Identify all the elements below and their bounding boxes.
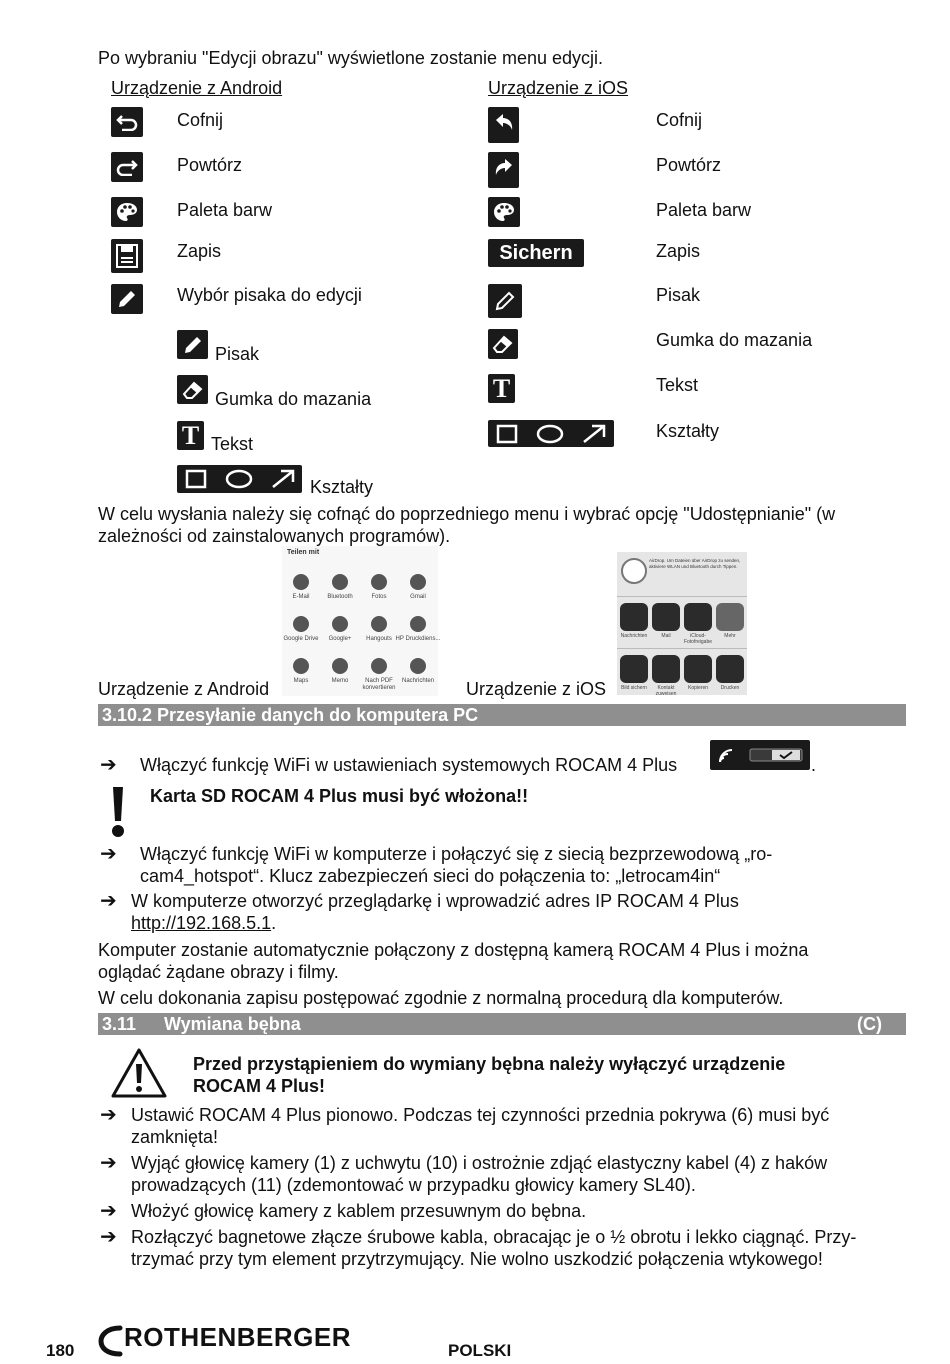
android-share-caption: Urządzenie z Android bbox=[98, 679, 270, 699]
wifi-step-end: . bbox=[811, 755, 817, 775]
arrow-right-icon: ➔ bbox=[100, 890, 117, 912]
android-subitem-pen: Pisak bbox=[215, 344, 260, 364]
android-share-title: Teilen mit bbox=[287, 549, 320, 556]
wifi-step-text: Włączyć funkcję WiFi w ustawieniach systemowych ROCAM 4 Plus bbox=[140, 755, 678, 775]
section-title: 3.10.2 Przesyłanie danych do komputera PC bbox=[102, 705, 479, 725]
undo-icon bbox=[488, 107, 519, 143]
app-gmail: Gmail bbox=[395, 574, 441, 601]
android-subitem-text: Tekst bbox=[211, 434, 254, 454]
drum-step4-line1: Rozłączyć bagnetowe złącze śrubowe kabla, obracając je o ½ obrotu i lekko ciągnąć. Przy- bbox=[131, 1227, 857, 1247]
drum-step4-line2: trzymać przy tym element przytrzymujący. Nie wolno uszkodzić połączenia wtykowego! bbox=[131, 1249, 823, 1269]
redo-icon bbox=[488, 152, 519, 188]
ios-label-more: Mehr bbox=[724, 633, 736, 639]
app-memo: Memo bbox=[317, 658, 363, 685]
drum-step2-line1: Wyjąć głowicę kamery (1) z uchwytu (10) i ostrożnie zdjąć elastyczny kabel (4) z haków bbox=[131, 1153, 828, 1173]
text-icon: T bbox=[488, 374, 515, 403]
airdrop-icon bbox=[621, 558, 647, 584]
drum-step1-line1: Ustawić ROCAM 4 Plus pionowo. Podczas tej czynności przednia pokrywa (6) musi być bbox=[131, 1105, 830, 1125]
wifi-toggle-icon bbox=[710, 740, 810, 770]
pen-icon bbox=[488, 284, 522, 318]
undo-icon bbox=[111, 107, 143, 137]
ios-label-assign-contact: Kontakt zuweisen bbox=[655, 685, 677, 697]
section-tag: (C) bbox=[857, 1014, 882, 1034]
para2: W celu dokonania zapisu postępować zgodnie z normalną procedurą dla komputerów. bbox=[98, 988, 784, 1008]
save-button-label: Sichern bbox=[499, 242, 573, 264]
drum-warning-line2: ROCAM 4 Plus! bbox=[193, 1076, 326, 1096]
drum-step3: Włożyć głowicę kamery z kablem przesuwnym do bębna. bbox=[131, 1201, 587, 1221]
share-text-line2: zależności od zainstalowanych programów). bbox=[98, 526, 451, 546]
save-button-icon bbox=[488, 239, 584, 267]
pen-icon bbox=[111, 284, 143, 314]
section-title: Wymiana bębna bbox=[164, 1014, 301, 1034]
arrow-right-icon: ➔ bbox=[100, 1104, 117, 1126]
android-item-palette: Paleta barw bbox=[177, 200, 273, 220]
android-item-redo: Powtórz bbox=[177, 155, 243, 175]
app-google-plus: Google+ bbox=[317, 616, 363, 643]
ios-label-photo-sharing: iCloud-Fotofreigabe bbox=[683, 633, 713, 645]
ios-label-print: Drucken bbox=[720, 685, 740, 691]
arrow-right-icon: ➔ bbox=[100, 1226, 117, 1248]
messages-icon bbox=[620, 603, 648, 631]
app-photos: Fotos bbox=[356, 574, 402, 601]
rothenberger-logo bbox=[98, 1322, 358, 1360]
palette-icon bbox=[488, 197, 520, 227]
android-heading: Urządzenie z Android bbox=[111, 78, 283, 98]
android-subitem-eraser: Gumka do mazania bbox=[215, 389, 372, 409]
warning-exclamation-icon bbox=[110, 785, 126, 839]
app-hp-print: HP Druckdiens... bbox=[395, 616, 441, 643]
share-text-line1: W celu wysłania należy się cofnąć do poprzedniego menu i wybrać opcję "Udostępnianie" (w bbox=[98, 504, 836, 524]
drum-warning-line1: Przed przystąpieniem do wymiany bębna należy wyłączyć urządzenie bbox=[193, 1054, 786, 1074]
ios-heading: Urządzenie z iOS bbox=[488, 78, 629, 98]
app-pdf: Nach PDF konvertieren bbox=[356, 658, 402, 692]
ios-item-eraser: Gumka do mazania bbox=[656, 330, 813, 350]
text-icon: T bbox=[177, 421, 204, 450]
section-number: 3.11 bbox=[102, 1014, 137, 1034]
save-image-icon bbox=[620, 655, 648, 683]
ios-item-pen: Pisak bbox=[656, 285, 701, 305]
para1-line1: Komputer zostanie automatycznie połączony z dostępną kamerą ROCAM 4 Plus i można bbox=[98, 940, 809, 960]
para1-line2: oglądać żądane obrazy i filmy. bbox=[98, 962, 339, 982]
app-messages: Nachrichten bbox=[395, 658, 441, 685]
ios-item-shapes: Kształty bbox=[656, 421, 720, 441]
ios-label-copy: Kopieren bbox=[687, 685, 708, 691]
ios-item-save: Zapis bbox=[656, 241, 701, 261]
android-item-save: Zapis bbox=[177, 241, 222, 261]
sd-card-warning: Karta SD ROCAM 4 Plus musi być włożona!! bbox=[150, 786, 529, 806]
step3-text: W komputerze otworzyć przeglądarkę i wprowadzić adres IP ROCAM 4 Plus bbox=[131, 891, 739, 911]
palette-icon bbox=[111, 197, 143, 227]
drum-step2-line2: prowadzących (11) (zdemontować w przypadku głowicy kamery SL40). bbox=[131, 1175, 696, 1195]
ios-label-save-image: Bild sichern bbox=[621, 685, 647, 691]
ios-label-messages: Nachrichten bbox=[620, 633, 648, 639]
eraser-icon bbox=[488, 329, 518, 359]
drum-step1-line2: zamknięta! bbox=[131, 1127, 219, 1147]
section-header-3-10-2 bbox=[98, 704, 906, 726]
arrow-right-icon: ➔ bbox=[100, 1200, 117, 1222]
ios-item-redo: Powtórz bbox=[656, 155, 722, 175]
app-google-drive: Google Drive bbox=[278, 616, 324, 643]
more-icon bbox=[716, 603, 744, 631]
arrow-right-icon: ➔ bbox=[100, 843, 117, 865]
step3-ip bbox=[131, 912, 276, 934]
app-bluetooth: Bluetooth bbox=[317, 574, 363, 601]
step2-line2: cam4_hotspot“. Klucz zabezpieczeń sieci do połączenia to: „letrocam4in“ bbox=[140, 866, 721, 886]
warning-triangle-icon bbox=[110, 1047, 168, 1099]
copy-icon bbox=[684, 655, 712, 683]
mail-icon bbox=[652, 603, 680, 631]
step3-ip-end: . bbox=[271, 913, 277, 933]
android-item-undo: Cofnij bbox=[177, 110, 224, 130]
airdrop-text: AirDrop. Um Dateien über AirDrop zu senden, aktiviere WLAN und Bluetooth durch Tippen. bbox=[649, 558, 741, 569]
ios-share-screenshot bbox=[617, 552, 747, 695]
save-icon bbox=[111, 239, 143, 273]
ios-item-text: Tekst bbox=[656, 375, 699, 395]
page-number: 180 bbox=[46, 1341, 75, 1360]
eraser-icon bbox=[177, 375, 208, 404]
android-subitem-shapes: Kształty bbox=[310, 477, 374, 497]
redo-icon bbox=[111, 152, 143, 182]
ios-share-caption: Urządzenie z iOS bbox=[466, 679, 607, 699]
arrow-right-icon: ➔ bbox=[100, 754, 117, 776]
app-hangouts: Hangouts bbox=[356, 616, 402, 643]
ios-item-undo: Cofnij bbox=[656, 110, 703, 130]
pen-icon bbox=[177, 330, 208, 359]
brand-name: ROTHENBERGER bbox=[124, 1322, 352, 1352]
photo-sharing-icon bbox=[684, 603, 712, 631]
print-icon bbox=[716, 655, 744, 683]
ios-item-palette: Paleta barw bbox=[656, 200, 752, 220]
step2-line1: Włączyć funkcję WiFi w komputerze i połączyć się z siecią bezprzewodową „ro- bbox=[140, 844, 773, 864]
section-header-3-11 bbox=[98, 1013, 906, 1035]
shapes-icon bbox=[177, 465, 302, 493]
language-label: POLSKI bbox=[448, 1341, 512, 1360]
android-item-pen-select: Wybór pisaka do edycji bbox=[177, 285, 362, 305]
app-maps: Maps bbox=[278, 658, 324, 685]
app-email: E-Mail bbox=[278, 574, 324, 601]
intro-text: Po wybraniu "Edycji obrazu" wyświetlone zostanie menu edycji. bbox=[98, 48, 604, 68]
arrow-right-icon: ➔ bbox=[100, 1152, 117, 1174]
ios-label-mail: Mail bbox=[661, 633, 671, 639]
android-share-screenshot bbox=[282, 546, 441, 696]
shapes-icon bbox=[488, 420, 614, 447]
assign-contact-icon bbox=[652, 655, 680, 683]
ip-address-link[interactable]: http://192.168.5.1 bbox=[131, 913, 272, 933]
